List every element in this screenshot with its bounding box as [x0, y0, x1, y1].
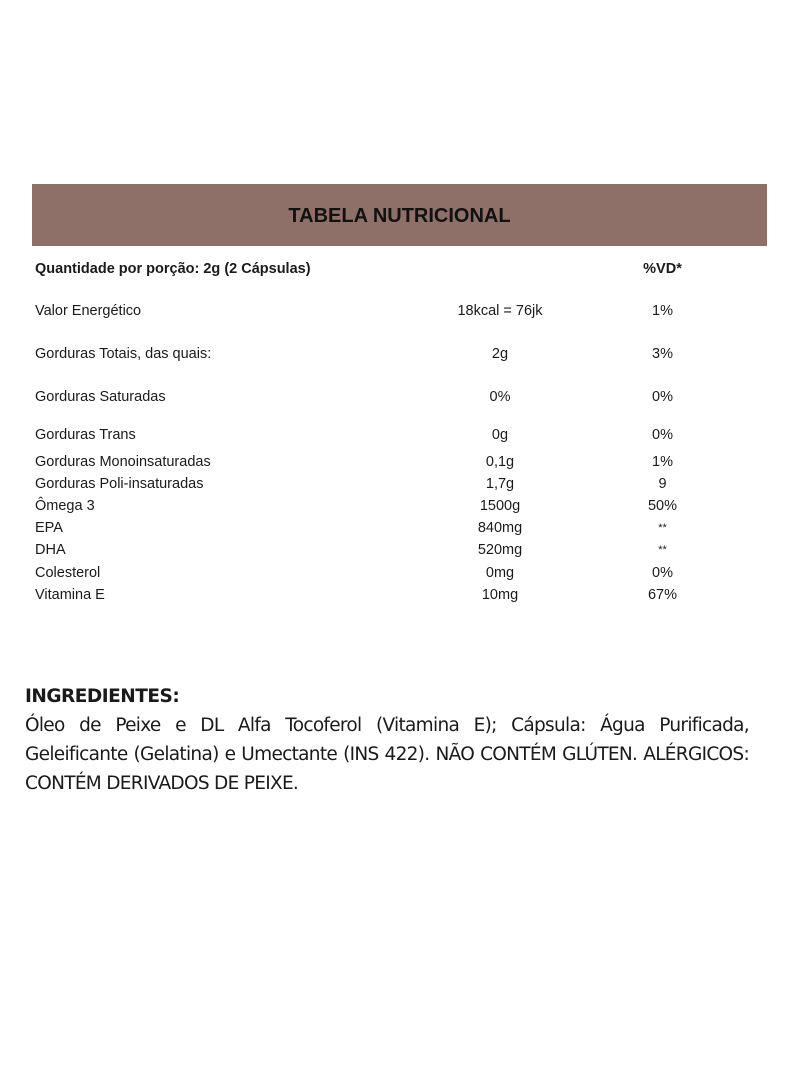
nutrient-name: Gorduras Saturadas — [35, 389, 166, 405]
nutrient-quantity: 2g — [491, 346, 509, 362]
ingredients-text: Óleo de Peixe e DL Alfa Tocoferol (Vitamina E); Cápsula: Água Purificada, Geleificante (Gelatina) e Umectante (INS 422). NÃO CONTÉM GLÚTEN. ALÉRGICOS: CONTÉM DERIVADOS DE PEIXE. — [25, 715, 749, 794]
nutrient-name: Colesterol — [35, 565, 101, 581]
nutrient-quantity: 10mg — [481, 587, 519, 603]
nutrient-name: DHA — [35, 542, 66, 558]
nutrient-quantity: 0g — [491, 427, 509, 443]
nutrient-name: Valor Energético — [35, 303, 142, 319]
nutrient-quantity: 0,1g — [485, 454, 515, 470]
ingredients-section — [25, 682, 749, 798]
ingredients-title: INGREDIENTES: — [25, 686, 180, 707]
nutrient-quantity: 0% — [489, 389, 511, 405]
nutrient-quantity: 1500g — [479, 498, 521, 514]
serving-size-label: Quantidade por porção: 2g (2 Cápsulas) — [35, 261, 311, 277]
table-row — [35, 539, 765, 561]
table-row — [35, 495, 765, 517]
nutrient-name: Vitamina E — [35, 587, 105, 603]
nutrient-vd: 67% — [647, 587, 678, 603]
nutrient-name: Ômega 3 — [35, 498, 95, 514]
table-header-row — [35, 258, 765, 280]
nutrient-name: Gorduras Trans — [35, 427, 136, 443]
table-row — [35, 473, 765, 495]
nutrient-quantity: 0mg — [485, 565, 515, 581]
table-row — [35, 300, 765, 322]
nutrient-vd: 1% — [652, 454, 673, 470]
nutrient-quantity: 1,7g — [485, 476, 515, 492]
nutrient-vd: 0% — [652, 427, 673, 443]
nutrient-quantity: 18kcal = 76jk — [457, 303, 543, 319]
table-row — [35, 451, 765, 473]
nutrient-vd: 0% — [652, 565, 673, 581]
table-row — [35, 424, 765, 446]
nutrient-vd: 9 — [658, 476, 667, 492]
nutrient-name: Gorduras Totais, das quais: — [35, 346, 212, 362]
nutrient-vd: 0% — [652, 389, 673, 405]
nutrient-name: EPA — [35, 520, 63, 536]
nutrient-vd: ** — [658, 522, 667, 534]
nutrient-quantity: 840mg — [477, 520, 523, 536]
table-row — [35, 386, 765, 408]
nutrient-vd: 1% — [652, 303, 673, 319]
table-row — [35, 562, 765, 584]
nutrient-vd: 3% — [652, 346, 673, 362]
vd-column-header: %VD* — [643, 261, 682, 277]
nutrient-name: Gorduras Monoinsaturadas — [35, 454, 211, 470]
table-row — [35, 584, 765, 606]
nutrition-table-banner — [32, 184, 767, 246]
nutrition-table-title: TABELA NUTRICIONAL — [288, 204, 511, 227]
nutrient-vd: 50% — [647, 498, 678, 514]
nutrient-vd: ** — [658, 544, 667, 556]
table-row — [35, 517, 765, 539]
nutrient-name: Gorduras Poli-insaturadas — [35, 476, 204, 492]
nutrient-quantity: 520mg — [477, 542, 523, 558]
table-row — [35, 343, 765, 365]
